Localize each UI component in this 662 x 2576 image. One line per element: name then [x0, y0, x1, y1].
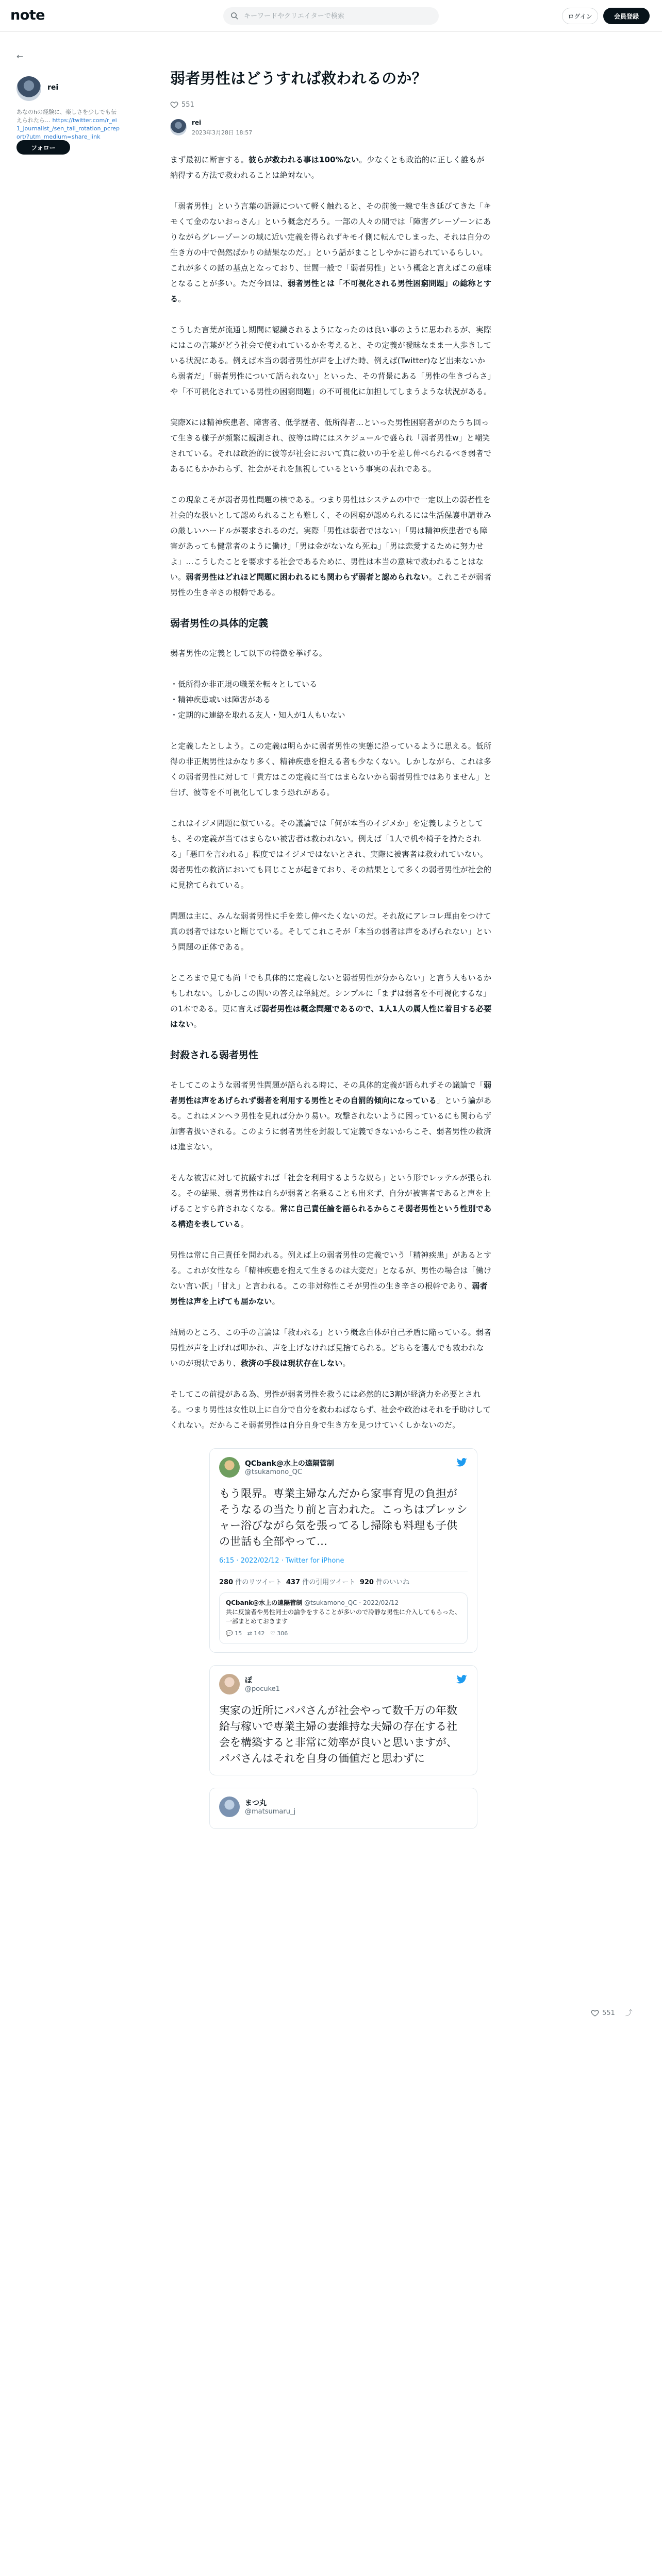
quoted-tweet-handle[interactable]: @tsukamono_QC	[304, 1599, 357, 1606]
tweet-text: 実家の近所にパパさんが社会やって数千万の年数給与稼いで専業主婦の妻維持な夫婦の存在する社会を構築すると非常に効率が良いと思いますが、パパさんはそれを自身の価値だと思わずに	[219, 1704, 457, 1765]
tweet-avatar[interactable]	[219, 1674, 240, 1694]
tweet-avatar[interactable]	[219, 1797, 240, 1817]
paragraph: 「弱者男性」という言葉の語源について軽く触れると、その前後一線で生き延びてきた「キモくて金のないおっさん」という概念だろう。一部の人々の間では「障害グレーゾーンにありながらグレーゾーンの域に近い定義を得られずキモイ側に転んでしまった、それは自分の生き方の中で偶然ばかりの結果なのだ。」という話がまことしやかに語られているらしい。これが多くの話の基点となっており、世間一般で「弱者男性」という概念と言えばこの意味となることが多い。ただ今回は、弱者男性とは「不可視化される男性困窮問題」の総称とする。	[170, 201, 492, 303]
header	[0, 0, 662, 32]
tweet-author-name[interactable]: QCbank@水上の遠隔管制	[245, 1460, 334, 1468]
paragraph: まず最初に断言する。彼らが救われる事は100%ない。少なくとも政治的に正しく誰もが納得する方法で救われることは絶対ない。	[170, 155, 485, 180]
paragraph: これはイジメ問題に似ている。その議論では「何が本当のイジメか」を定義しようとしても、その定義が当てはまらない被害者は救われない。例えば「1人で机や椅子を持たされる」「悪口を言われる」程度ではイジメではないとされ、実際に被害者は救われていない。弱者男性の救済においても同じことが起きており、その結果として多くの弱者男性が社会的に見捨てられている。	[170, 819, 492, 890]
quoted-tweet-date: 2022/02/12	[362, 1599, 399, 1606]
paragraph: そしてこのような弱者男性問題が語られる時に、その具体的定義が語られずその議論で「弱者男性は声をあげられず弱者を利用する男性とその自罰的傾向になっている」という論がある。これはメンヘラ男性を見れば分かり易い。攻撃されないように困っているにも関わらず加害者扱いされる。このように弱者男性を封殺して定義できないからこそ、弱者男性の救済は進まない。	[170, 1080, 492, 1151]
signup-button[interactable]: 会員登録	[603, 8, 650, 24]
quoted-tweet[interactable]	[219, 1592, 468, 1644]
search-bar[interactable]	[223, 7, 439, 25]
author-bio-text: あなのhの経験に、楽しさを少しでも伝えられたら…	[16, 109, 117, 124]
retweet-icon[interactable]: ⇄	[247, 1630, 252, 1637]
tweet-author-name[interactable]: まつ丸	[245, 1799, 267, 1807]
paragraph: そしてこの前提がある為、男性が弱者男性を救うには必然的に3割が経済力を必要とされる。つまり男性は女性以上に自分で自分を救わねばならず、社会や政治はそれを手助けしてくれない。だからこそ弱者男性は自分自身で生き方を見つけていくしかないのだ。	[170, 1389, 491, 1430]
author-bio	[16, 108, 120, 141]
article-date: 2023年3月28日 18:57	[192, 129, 253, 136]
author-bio-link[interactable]: https://twitter.com/r_ei1_journalist_/sen_tail_rotation_pcreport/?utm_medium=share_link	[16, 117, 120, 140]
like-count: 551	[181, 100, 194, 109]
paragraph: 実際Xには精神疾患者、障害者、低学歴者、低所得者…といった男性困窮者がのたうち回って生きる様子が頻繁に観測され、彼等は時にはスケジュールで盛られ「弱者男性w」と嘲笑されている。それは政治的に彼等が社会において真に救いの手を差し伸べられるべき弱者であるにもかかわらず、社会がそれを無視しているという事実の表れである。	[170, 418, 492, 473]
paragraph: 弱者男性の定義として以下の特徴を挙げる。	[170, 649, 327, 658]
author-row	[170, 117, 492, 138]
tweet-avatar[interactable]	[219, 1457, 240, 1478]
list-item: ・定期的に連絡を取れる友人・知人が1人もいない	[170, 710, 345, 720]
floating-like-count: 551	[602, 2009, 615, 2017]
paragraph: こうした言葉が流通し期間に認識されるようになったのは良い事のように思われるが、実際にはこの言葉がどう社会で使われているかを考えると、その定義が曖昧なまま一人歩きしている状況にある。例えば本当の弱者男性が声を上げた時、例えば(Twitter)など出来ないから弱者だ」「弱者男性について語られない」といった、その背景にある「男性の生きづらさ」や「不可視化されている男性の困窮問題」の不可視化に加担してしまうような状況がある。	[170, 325, 492, 396]
paragraph: この現象こそが弱者男性問題の核である。つまり男性はシステムの中で一定以上の弱者性を社会的な扱いとして認められることも難しく、その困窮が認められるには生活保護申請並みの厳しいハードルが要求されるのだ。実際「男性は弱者ではない」「男は精神疾患者でも障害があっても健常者のように働け」「男は金がないなら死ね」「男は恋愛するために努力せよ」…こうしたことを要求する社会であるために、男性は本当の意味で救われることはない。弱者男性はどれほど問題に困われるにも関わらず弱者と認められない。これこそが弱者男性の生き辛さの根幹である。	[170, 495, 492, 597]
quoted-tweet-actions	[226, 1629, 461, 1638]
arrow-left-icon[interactable]: ←	[16, 52, 24, 61]
paragraph: そんな被害に対して抗議すれば「社会を利用するような奴ら」という形でレッテルが張られる。その結果、弱者男性は自らが弱者と名乗ることも出来ず、自分が被害者であると声を上げることすら許されなくなる。常に自己責任論を語られるからこそ弱者男性という性別である構造を表している。	[170, 1173, 492, 1229]
article-author-name[interactable]: rei	[192, 119, 202, 126]
paragraph: 結局のところ、この手の言論は「救われる」という概念自体が自己矛盾に陥っている。弱者男性が声を上げれば叩かれ、声を上げなければ見捨てられる。どちらを選んでも救われないのが現状であり、救済の手段は現状存在しない。	[170, 1328, 492, 1368]
tweet-like-count[interactable]: 920	[359, 1579, 374, 1586]
quote-count[interactable]: 437	[286, 1579, 301, 1586]
tweet-date	[219, 1557, 468, 1565]
article-title: 弱者男性はどうすれば救われるのか？	[170, 70, 427, 87]
article-body	[170, 152, 492, 1433]
quoted-like-count: 306	[277, 1630, 288, 1637]
quoted-retweet-count: 142	[254, 1630, 265, 1637]
heart-icon[interactable]	[170, 100, 178, 109]
article	[170, 68, 492, 1841]
embedded-tweet[interactable]	[209, 1448, 477, 1653]
paragraph: ところまで見ても尚「でも具体的に定義しないと弱者男性が分からない」と言う人もいるかもしれない。しかしこの問いの答えは単純だ。シンプルに「まずは弱者を不可視化するな」の1本である。更に言えば弱者男性は概念問題であるので、1人1人の属人性に着目する必要はない。	[170, 973, 492, 1029]
section-heading: 弱者男性の具体的定義	[170, 618, 269, 629]
embedded-tweet[interactable]	[209, 1665, 477, 1775]
quoted-tweet-head: QCbank@水上の遠隔管制 @tsukamono_QC · 2022/02/12	[226, 1599, 399, 1606]
tweet-text: もう限界。専業主婦なんだから家事育児の負担がそうなるの当たり前と言われた。こっちはプレッシャー浴びながら気を張ってるし掃除も料理も子供の世話も全部やって…	[219, 1487, 468, 1548]
quote-label: 件の引用ツイート	[302, 1579, 356, 1586]
heart-icon[interactable]	[591, 2009, 599, 2017]
follow-button[interactable]: フォロー	[16, 140, 70, 155]
paragraph: と定義したとしよう。この定義は明らかに弱者男性の実態に沿っているように思える。低所得の非正規男性はかなり多く、精神疾患を抱える者も少なくない。しかしながら、これは多くの弱者男性に対して「貴方はこの定義に当てはまらないから弱者男性ではありません」と告げ、彼等を不可視化してしまう恐れがある。	[170, 741, 492, 797]
author-avatar[interactable]	[16, 76, 41, 101]
retweet-label: 件のリツイート	[235, 1579, 282, 1586]
tweet-author-name[interactable]: ぽ	[245, 1676, 252, 1685]
paragraph: 問題は主に、みんな弱者男性に手を差し伸べたくないのだ。それ故にアレコレ理由をつけて真の弱者ではないと断じている。そしてこれこそが「本当の弱者は声をあげられない」という問題の正体である。	[170, 911, 492, 952]
quoted-tweet-author[interactable]: QCbank@水上の遠隔管制	[226, 1599, 303, 1606]
tweet-date-link[interactable]: 6:15 · 2022/02/12 · Twitter for iPhone	[219, 1557, 344, 1565]
share-icon[interactable]: ⤴	[625, 2009, 633, 2018]
embedded-tweet[interactable]	[209, 1788, 477, 1829]
list-item: ・精神疾患或いは障害がある	[170, 695, 271, 704]
search-input[interactable]	[244, 7, 429, 25]
paragraph: 男性は常に自己責任を問われる。例えば上の弱者男性の定義でいう「精神疾患」があるとする。これが女性なら「精神疾患を抱えて生きるのは大変だ」となるが、男性の場合は「働けない言い訳」「甘え」と言われる。この非対称性こそが男性の生き辛さの根幹であり、弱者男性は声を上げても届かない。	[170, 1250, 492, 1306]
note-logo[interactable]: note	[10, 7, 45, 23]
tweet-handle[interactable]: @tsukamono_QC	[245, 1468, 302, 1476]
twitter-bird-icon	[456, 1675, 468, 1684]
sidebar-author-name[interactable]: rei	[47, 83, 59, 92]
heart-icon[interactable]: ♡	[270, 1630, 275, 1637]
author-sidebar	[16, 52, 120, 151]
retweet-count[interactable]: 280	[219, 1579, 234, 1586]
like-row	[170, 99, 492, 110]
section-heading: 封殺される弱者男性	[170, 1049, 259, 1061]
criteria-list	[170, 676, 492, 723]
twitter-bird-icon	[456, 1458, 468, 1467]
floating-like-bar	[591, 2008, 633, 2018]
search-icon	[230, 12, 238, 20]
author-avatar-small[interactable]	[170, 119, 187, 135]
reply-icon[interactable]: 💬	[226, 1630, 233, 1637]
login-button[interactable]: ログイン	[562, 8, 598, 24]
tweet-stats	[219, 1571, 468, 1586]
reply-count: 15	[235, 1630, 242, 1637]
tweet-like-label: 件のいいね	[376, 1579, 410, 1586]
list-item: ・低所得か非正規の職業を転々としている	[170, 680, 318, 689]
quoted-tweet-text: 共に反論者や男性同士の論争をすることが多いので冷静な男性に介入してもらった、一部まとめておきます	[226, 1608, 461, 1625]
tweet-handle[interactable]: @pocuke1	[245, 1685, 280, 1693]
tweet-handle[interactable]: @matsumaru_j	[245, 1808, 296, 1816]
